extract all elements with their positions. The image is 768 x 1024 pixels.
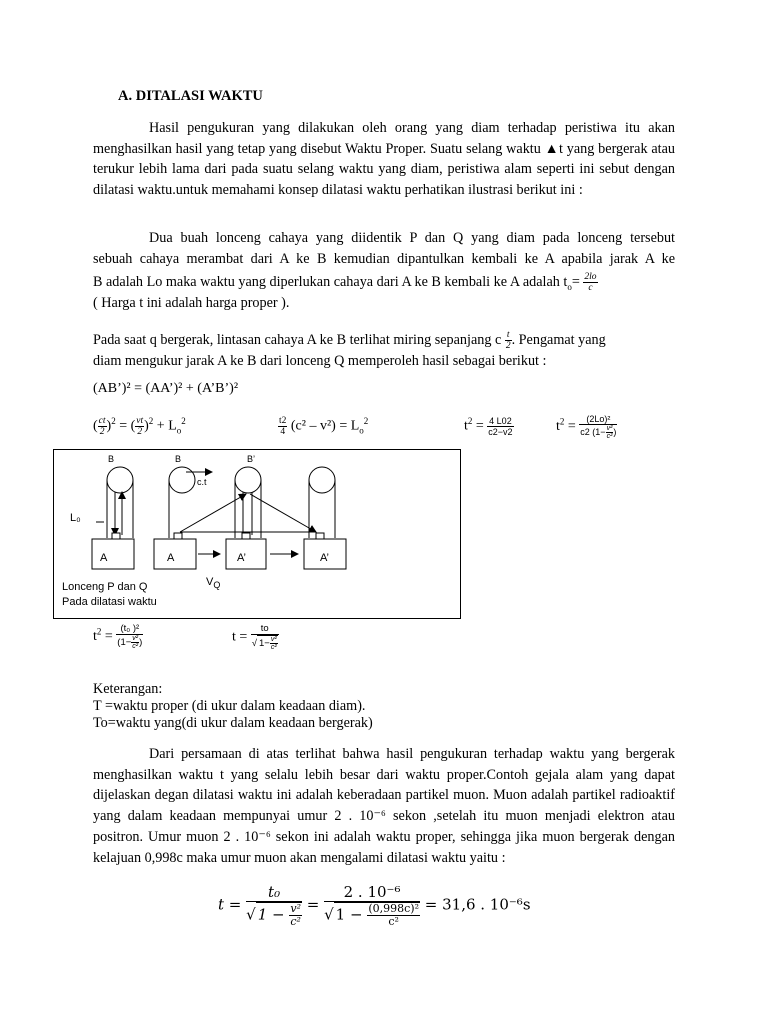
paragraph-2-line2: sebuah cahaya merambat dari A ke B kemudian dipantulkan kembali ke A apabila jarak A ke bbox=[93, 251, 675, 267]
paragraph-3-line2: diam mengukur jarak A ke B dari lonceng Q memperoleh hasil sebagai berikut : bbox=[93, 353, 547, 369]
diagram-frame bbox=[53, 449, 461, 619]
equation-5: $t^2$ = (2Lo)² c2 (1− $\frac{\text{v²}}{\text{c²}}$ ) bbox=[556, 414, 617, 440]
equation-pythagoras: (AB’)² = (AA’)² + (A’B’)² bbox=[93, 381, 239, 396]
section-heading: A. DITALASI WAKTU bbox=[118, 88, 263, 104]
label-a4: A’ bbox=[320, 552, 329, 564]
keterangan-line2: To=waktu yang(di ukur dalam keadaan bergerak) bbox=[93, 715, 373, 731]
paragraph-1: Hasil pengukuran yang dilakukan oleh orang yang diam terhadap peristiwa itu akan menghasilkan hasil yang tetap yang disebut Waktu Proper. Suatu selang waktu ▲t yang bergerak atau terukur lebih lama dari pada suatu selang waktu yang diam, peristiwa alam seperti ini sebut dengan dilatasi waktu.untuk memahami konsep dilatasi waktu perhatikan ilustrasi berikut ini : bbox=[93, 120, 675, 199]
equation-6: $t^2$ = (t₀ )² (1− $\frac{\text{v²}}{\text{c²}}$ ) bbox=[93, 623, 143, 650]
clock-q-start bbox=[154, 467, 196, 569]
clock-p bbox=[92, 467, 134, 569]
label-ct: c.t bbox=[197, 477, 207, 487]
paragraph-3-line1: Pada saat q bergerak, lintasan cahaya A ke B terlihat miring sepanjang c $\frac{t}{2}$ . Pengamat yang bbox=[93, 330, 606, 352]
caption-line1: Lonceng P dan Q bbox=[62, 581, 148, 593]
paragraph-2-line1: Dua buah lonceng cahaya yang diidentik P dan Q yang diam pada lonceng tersebut bbox=[149, 230, 675, 246]
paragraph-2-line4: ( Harga t ini adalah harga proper ). bbox=[93, 295, 290, 311]
label-lo: L₀ bbox=[70, 512, 81, 524]
label-b2: B bbox=[175, 454, 182, 464]
equation-2: ( $\frac{ct}{2}$ )$^2$ = ( $\frac{vt}{2}$ )$^2 + L_o^2$ bbox=[93, 416, 186, 437]
keterangan-line1: T =waktu proper (di ukur dalam keadaan diam). bbox=[93, 698, 366, 714]
equation-4: $t^2$ = $\frac{4 L02}{c2-v2}$ bbox=[464, 416, 513, 437]
clock-q-middle bbox=[226, 467, 266, 569]
label-a1: A bbox=[100, 552, 108, 564]
paragraph-4: Dari persamaan di atas terlihat bahwa hasil pengukuran terhadap waktu yang bergerak menghasilkan waktu t yang selalu lebih besar dari waktu proper.Contoh gejala alam yang dapat dijelaskan degan dilatasi waktu ini adalah keberadaan partikel muon. Muon adalah partikel radioaktif yang dalam keadaan mempunyai umur 2 . 10⁻⁶ sekon ,setelah itu muon menjadi elektron atau positron. Umur muon 2 . 10⁻⁶ sekon ini adalah waktu proper, sehingga jika muon bergerak dengan kelajuan 0,998c maka umur muon akan mengalami dilatasi waktu yaitu : bbox=[93, 746, 675, 866]
equation-3: $\frac{t2}{4}$ $(c^2 - v^2) = L_o^2$ bbox=[279, 416, 369, 437]
label-a2: A bbox=[167, 552, 175, 564]
to-formula: $\frac{2lo}{c}$ bbox=[584, 272, 597, 294]
light-path-down bbox=[250, 494, 316, 532]
paragraph-2-line3: B adalah Lo maka waktu yang diperlukan cahaya dari A ke B kembali ke A adalah $t_o=$ $\frac{2lo}{c}$ bbox=[93, 272, 597, 294]
ct2-fraction: $\frac{t}{2}$ bbox=[505, 330, 511, 352]
keterangan-title: Keterangan: bbox=[93, 681, 163, 697]
final-equation: t = t₀ √ 1 − $\frac{\text{v²}}{\text{c²}}$ = 2 . 10⁻⁶ √ 1 − $\frac{\text{(0,998c)²}}{\text{c²}}$ = 31,6 . 10⁻⁶s bbox=[218, 883, 531, 928]
paragraph-2-line3-text: B adalah Lo maka waktu yang diperlukan cahaya dari A ke B kembali ke A adalah t bbox=[93, 274, 568, 290]
label-b3: B’ bbox=[247, 454, 256, 464]
label-a3: A’ bbox=[237, 552, 246, 564]
caption-line2: Pada dilatasi waktu bbox=[62, 596, 157, 608]
light-path-up bbox=[180, 494, 246, 532]
equation-7: t = to √ 1− $\frac{\text{v²}}{\text{c²}}$ bbox=[232, 623, 277, 651]
label-vq: $V_Q$ bbox=[206, 576, 221, 591]
label-b1: B bbox=[108, 454, 115, 464]
